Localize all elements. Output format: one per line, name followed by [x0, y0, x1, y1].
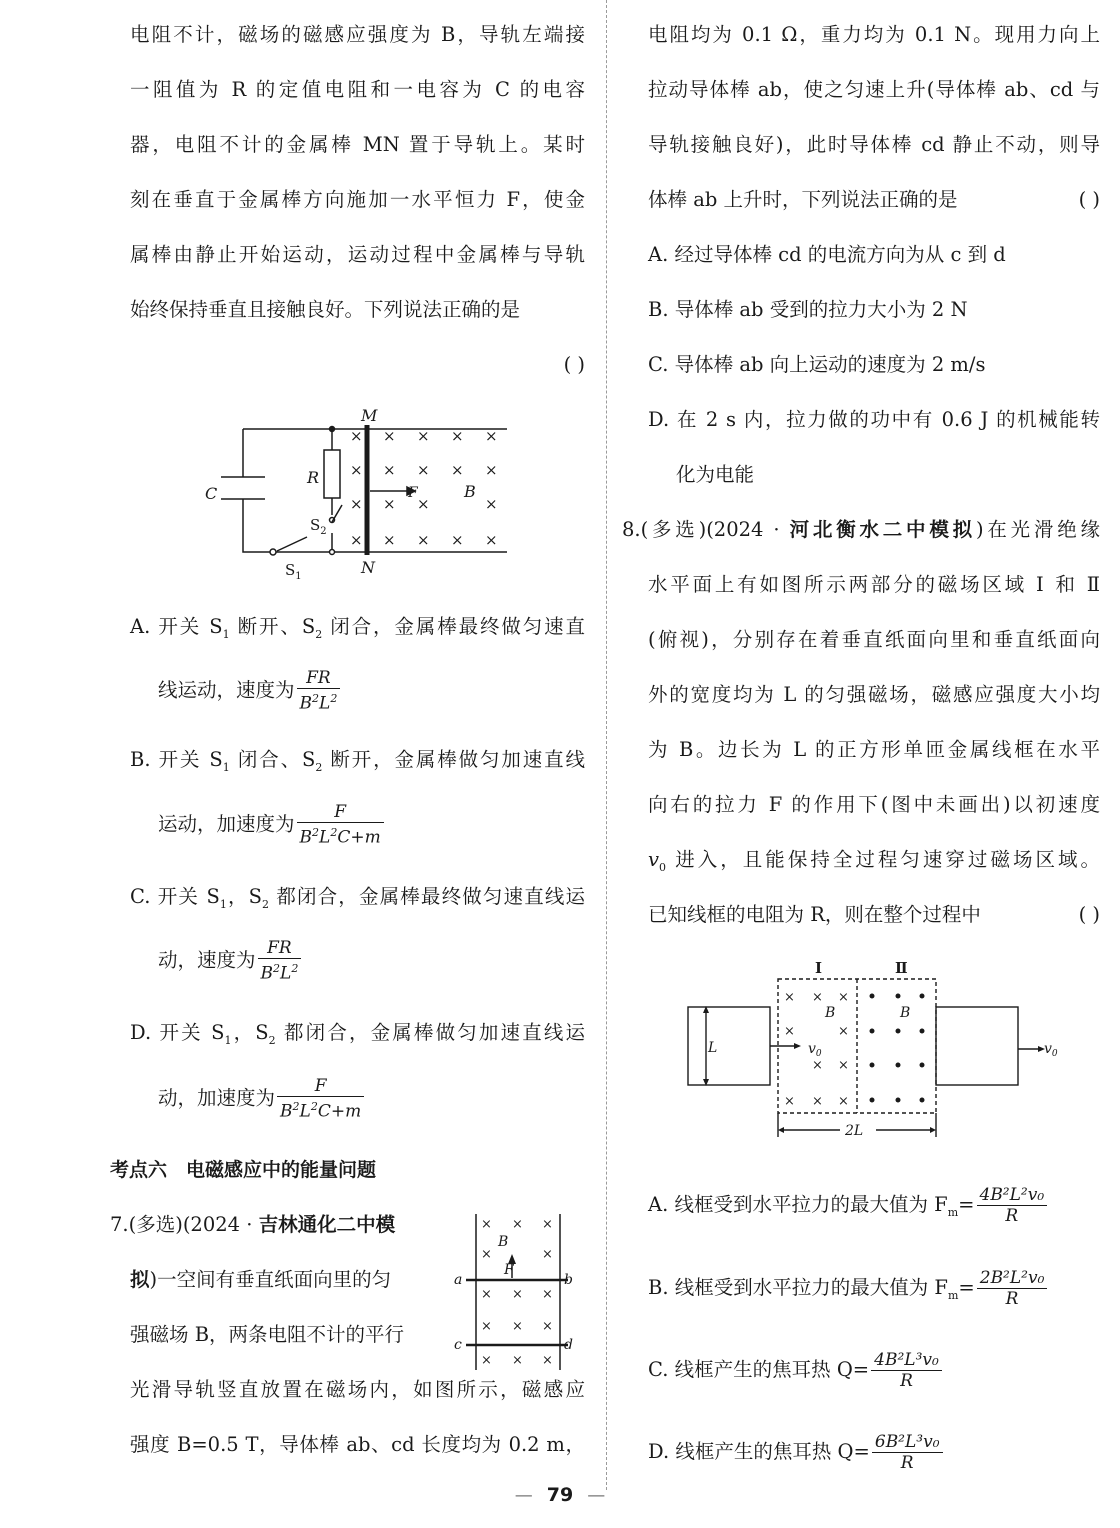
- text-line: 向右的拉力 F 的作用下(图中未画出)以初速度: [648, 793, 1100, 816]
- option-A: A. 线框受到水平拉力的最大值为 $F_m=$ $\frac{\text{4B²L²v₀}}{R}$: [648, 1185, 1047, 1228]
- svg-text:×: ×: [481, 1353, 492, 1368]
- label-2L: 2L: [845, 1123, 864, 1139]
- option-line: C. 导体棒 ab 向上运动的速度为 2 m/s: [648, 353, 986, 376]
- svg-text:×: ×: [784, 1094, 795, 1109]
- label-b: b: [564, 1272, 573, 1288]
- label-S2: $S_2$: [310, 516, 327, 537]
- text-line: $v_0$ 进入，且能保持全过程匀速穿过磁场区域。: [648, 848, 1100, 874]
- option-D-line1: D. 开关 $S_1$，$S_2$ 都闭合，金属棒做匀加速直线运: [130, 1021, 585, 1047]
- cross-mark: ×: [485, 427, 498, 445]
- option-C: C. 线框产生的焦耳热 Q= $\frac{\text{4B²L³v₀}}{R}$: [648, 1350, 942, 1391]
- label-M: M: [361, 406, 378, 425]
- text-line: 电阻不计，磁场的磁感应强度为 B，导轨左端接: [130, 23, 585, 46]
- cross-mark: ×: [485, 495, 498, 513]
- q8-line1: 8.(多选)(2024 · 河北衡水二中模拟)在光滑绝缘: [622, 518, 1100, 541]
- cross-mark: ×: [417, 495, 430, 513]
- label-c: c: [454, 1337, 462, 1353]
- fraction: $\frac{F}{B^2L^2C+m}$: [277, 1076, 364, 1122]
- svg-text:×: ×: [838, 1024, 849, 1039]
- option-line: D. 在 2 s 内，拉力做的功中有 0.6 J 的机械能转: [648, 408, 1100, 431]
- svg-text:×: ×: [512, 1319, 523, 1334]
- label-F: F: [408, 485, 418, 501]
- fraction: $\frac{F}{B^2L^2C+m}$: [297, 802, 384, 848]
- q7-line1: 7.(多选)(2024 · 吉林通化二中模: [110, 1213, 396, 1236]
- cross-mark: ×: [417, 531, 430, 549]
- svg-text:×: ×: [812, 1058, 823, 1073]
- text-line: 水平面上有如图所示两部分的磁场区域 Ⅰ 和 Ⅱ: [648, 573, 1100, 596]
- q7-line5: 强度 B=0.5 T，导体棒 ab、cd 长度均为 0.2 m，: [130, 1433, 585, 1456]
- svg-text:×: ×: [512, 1217, 523, 1232]
- section-heading: 考点六 电磁感应中的能量问题: [110, 1159, 377, 1181]
- text-line: 为 B。边长为 L 的正方形单匝金属线框在水平: [648, 738, 1100, 761]
- label-B: B: [498, 1234, 509, 1250]
- option-B-line2: 运动，加速度为 $\frac{F}{B^2L^2C+m}$: [158, 802, 384, 848]
- cross-mark: ×: [485, 531, 498, 549]
- label-B: B: [464, 482, 476, 501]
- cross-mark: ×: [383, 495, 396, 513]
- svg-text:×: ×: [481, 1287, 492, 1302]
- svg-text:×: ×: [512, 1353, 523, 1368]
- text-line: 刻在垂直于金属棒方向施加一水平恒力 F，使金: [130, 188, 585, 211]
- column-divider: [606, 0, 607, 1490]
- q7-line2: 拟)一空间有垂直纸面向里的匀: [130, 1268, 392, 1291]
- option-A-line1: A. 开关 $S_1$ 断开、$S_2$ 闭合，金属棒最终做匀速直: [130, 615, 585, 641]
- label-F: F: [504, 1262, 514, 1278]
- svg-text:×: ×: [838, 1094, 849, 1109]
- cross-mark: ×: [451, 427, 464, 445]
- region-II-label: Ⅱ: [895, 959, 908, 977]
- svg-text:×: ×: [481, 1319, 492, 1334]
- svg-text:×: ×: [481, 1217, 492, 1232]
- text-line: 拉动导体棒 ab，使之匀速上升(导体棒 ab、cd 与: [648, 78, 1100, 101]
- q7-line4: 光滑导轨竖直放置在磁场内，如图所示，磁感应: [130, 1378, 585, 1401]
- text-line: 器，电阻不计的金属棒 MN 置于导轨上。某时: [130, 133, 585, 156]
- option-line: 化为电能: [676, 463, 755, 486]
- option-D: D. 线框产生的焦耳热 Q= $\frac{\text{6B²L³v₀}}{R}$: [648, 1432, 943, 1473]
- fraction: $\frac{FR}{B^2L^2}$: [258, 938, 302, 984]
- label-B: B: [825, 1005, 836, 1021]
- svg-text:×: ×: [542, 1353, 553, 1368]
- rails-figure: [452, 1208, 587, 1373]
- text-line: 电阻均为 0.1 Ω，重力均为 0.1 N。现用力向上: [648, 23, 1100, 46]
- option-line: A. 经过导体棒 cd 的电流方向为从 c 到 d: [648, 243, 1006, 266]
- option-C-line2: 动，速度为 $\frac{FR}{B^2L^2}$: [158, 938, 301, 984]
- svg-text:×: ×: [838, 990, 849, 1005]
- text-line: 属棒由静止开始运动，运动过程中金属棒与导轨: [130, 243, 585, 266]
- svg-text:×: ×: [542, 1217, 553, 1232]
- label-d: d: [564, 1337, 573, 1353]
- label-N: N: [361, 558, 375, 577]
- text-line: (俯视)，分别存在着垂直纸面向里和垂直纸面向: [648, 628, 1100, 651]
- cross-mark: ×: [383, 531, 396, 549]
- option-D-line2: 动，加速度为 $\frac{F}{B^2L^2C+m}$: [158, 1076, 364, 1122]
- label-B: B: [900, 1005, 911, 1021]
- fraction: $\frac{FR}{B^2L^2}$: [297, 668, 341, 714]
- answer-bracket: ( ): [1078, 188, 1100, 211]
- region-I-label: Ⅰ: [815, 959, 823, 977]
- option-B-line1: B. 开关 $S_1$ 闭合、$S_2$ 断开，金属棒做匀加速直线: [130, 748, 585, 774]
- svg-text:×: ×: [512, 1287, 523, 1302]
- text-line: 导轨接触良好)，此时导体棒 cd 静止不动，则导: [648, 133, 1100, 156]
- label-v0: $v_0$: [808, 1041, 822, 1059]
- cross-mark: ×: [383, 427, 396, 445]
- svg-text:×: ×: [481, 1247, 492, 1262]
- text-line: 始终保持垂直且接触良好。下列说法正确的是: [130, 298, 521, 321]
- answer-bracket: ( ): [1078, 903, 1100, 926]
- svg-text:×: ×: [784, 990, 795, 1005]
- option-line: B. 导体棒 ab 受到的拉力大小为 2 N: [648, 298, 968, 321]
- text-line: 一阻值为 R 的定值电阻和一电容为 C 的电容: [130, 78, 585, 101]
- cross-mark: ×: [350, 495, 363, 513]
- text-line: 已知线框的电阻为 R，则在整个过程中: [648, 903, 981, 926]
- label-C: C: [205, 484, 218, 503]
- cross-mark: ×: [350, 531, 363, 549]
- page-number: — 79 —: [514, 1484, 606, 1506]
- svg-text:×: ×: [838, 1058, 849, 1073]
- cross-mark: ×: [485, 461, 498, 479]
- cross-mark: ×: [451, 461, 464, 479]
- svg-text:×: ×: [784, 1024, 795, 1039]
- q7-line3: 强磁场 B，两条电阻不计的平行: [130, 1323, 405, 1346]
- cross-mark: ×: [350, 427, 363, 445]
- answer-bracket: ( ): [563, 353, 585, 376]
- svg-text:×: ×: [812, 1094, 823, 1109]
- cross-mark: ×: [417, 461, 430, 479]
- text-line: 体棒 ab 上升时，下列说法正确的是: [648, 188, 958, 211]
- label-S1: $S_1$: [285, 561, 302, 582]
- label-L: L: [708, 1040, 718, 1056]
- svg-text:×: ×: [542, 1247, 553, 1262]
- cross-mark: ×: [451, 531, 464, 549]
- svg-text:×: ×: [812, 990, 823, 1005]
- option-B: B. 线框受到水平拉力的最大值为 $F_m=$ $\frac{\text{2B²L²v₀}}{R}$: [648, 1268, 1047, 1311]
- option-A-line2: 线运动，速度为 $\frac{FR}{B^2L^2}$: [158, 668, 340, 714]
- label-a: a: [454, 1272, 463, 1288]
- option-C-line1: C. 开关 $S_1$，$S_2$ 都闭合，金属棒最终做匀速直线运: [130, 885, 586, 911]
- text-line: 外的宽度均为 L 的匀强磁场，磁感应强度大小均: [648, 683, 1100, 706]
- magnetic-region-figure: [680, 955, 1080, 1145]
- cross-mark: ×: [350, 461, 363, 479]
- circuit-figure: [195, 405, 515, 585]
- label-R: R: [307, 468, 320, 487]
- svg-text:×: ×: [542, 1287, 553, 1302]
- cross-mark: ×: [417, 427, 430, 445]
- svg-text:×: ×: [542, 1319, 553, 1334]
- cross-mark: ×: [383, 461, 396, 479]
- label-v0: $v_0$: [1044, 1041, 1058, 1059]
